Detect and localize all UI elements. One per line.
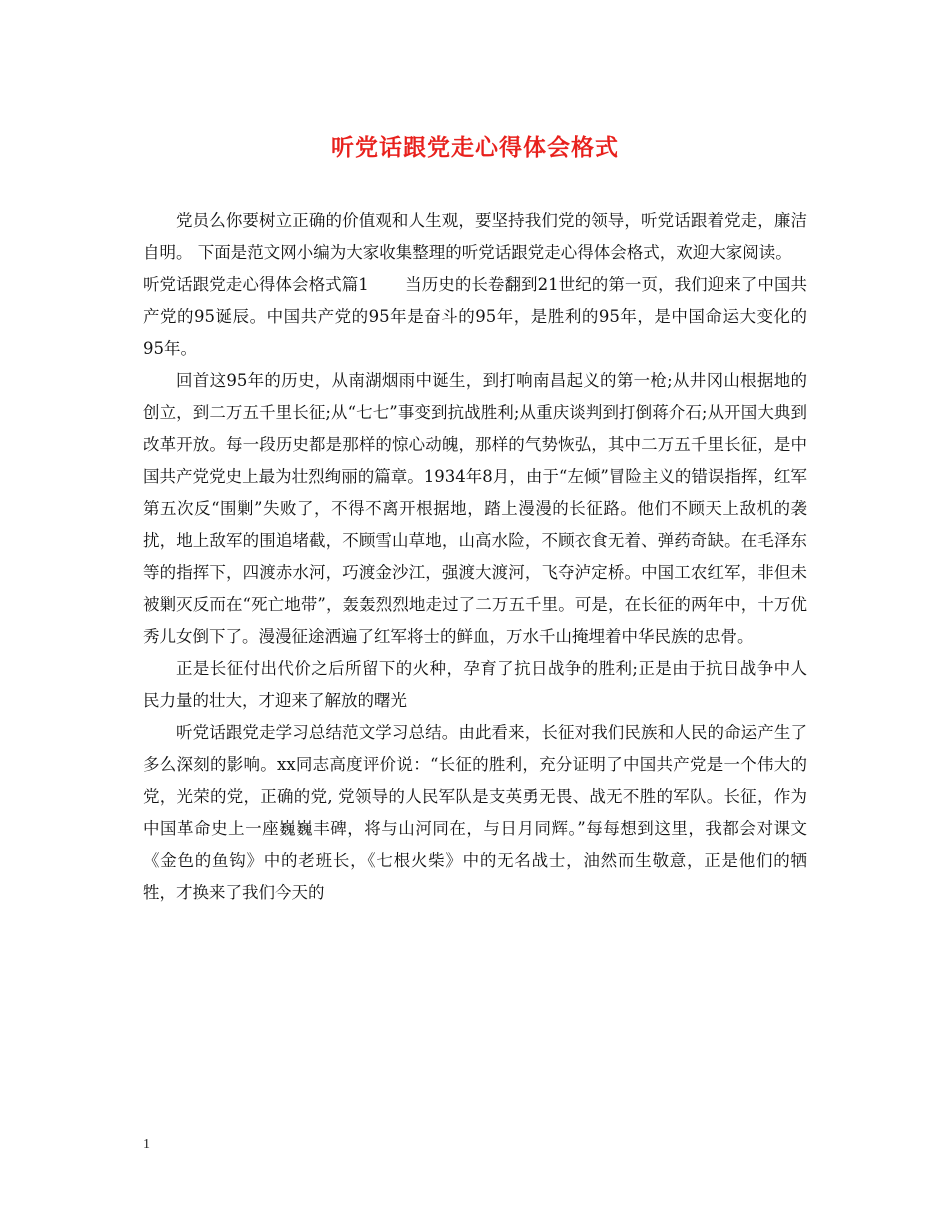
document-title: 听党话跟党走心得体会格式 <box>331 134 619 161</box>
section-paragraph-1 <box>143 269 807 365</box>
page-number: 1 <box>143 1137 150 1152</box>
intro-paragraph: 党员么你要树立正确的价值观和人生观，要坚持我们党的领导，听党话跟着党走，廉洁自明。 下面是范文网小编为大家收集整理的听党话跟党走心得体会格式，欢迎大家阅读。 <box>143 211 807 262</box>
document-body <box>143 205 807 909</box>
section-heading: 听党话跟党走心得体会格式篇1 <box>143 275 369 294</box>
section-paragraph-1-text: 当历史的长卷翻到21世纪的第一页，我们迎来了中国共产党的95诞辰。中国共产党的95年是奋斗的95年，是胜利的95年，是中国命运大变化的95年。 <box>143 275 808 358</box>
summary-paragraph: 听党话跟党走学习总结范文学习总结。由此看来，长征对我们民族和人民的命运产生了多么深刻的影响。xx同志高度评价说：“长征的胜利，充分证明了中国共产党是一个伟大的党，光荣的党，正确的党, 党领导的人民军队是支英勇无畏、战无不胜的军队。长征，作为中国革命史上一座巍巍丰碑，将与山河同在，与日月同辉。”每每想到这里，我都会对课文《金色的鱼钩》中的老班长，《七根火柴》中的无名战士，油然而生敬意，正是他们的牺牲，才换来了我们今天的 <box>143 723 807 902</box>
history-paragraph: 回首这95年的历史，从南湖烟雨中诞生，到打响南昌起义的第一枪;从井冈山根据地的创立，到二万五千里长征;从“七七”事变到抗战胜利;从重庆谈判到打倒蒋介石;从开国大典到改革开放。每一段历史都是那样的惊心动魄，那样的气势恢弘，其中二万五千里长征，是中国共产党党史上最为壮烈绚丽的篇章。1934年8月，由于“左倾”冒险主义的错误指挥，红军第五次反“围剿”失败了，不得不离开根据地，踏上漫漫的长征路。他们不顾天上敌机的袭扰，地上敌军的围追堵截，不顾雪山草地，山高水险，不顾衣食无着、弹药奇缺。在毛泽东等的指挥下，四渡赤水河，巧渡金沙江，强渡大渡河，飞夺泸定桥。中国工农红军，非但未被剿灭反而在“死亡地带”，轰轰烈烈地走过了二万五千里。可是，在长征的两年中，十万优秀儿女倒下了。漫漫征途洒遍了红军将士的鲜血，万水千山掩埋着中华民族的忠骨。 <box>143 371 807 646</box>
victory-paragraph: 正是长征付出代价之后所留下的火种，孕育了抗日战争的胜利;正是由于抗日战争中人民力量的壮大，才迎来了解放的曙光 <box>143 659 807 710</box>
